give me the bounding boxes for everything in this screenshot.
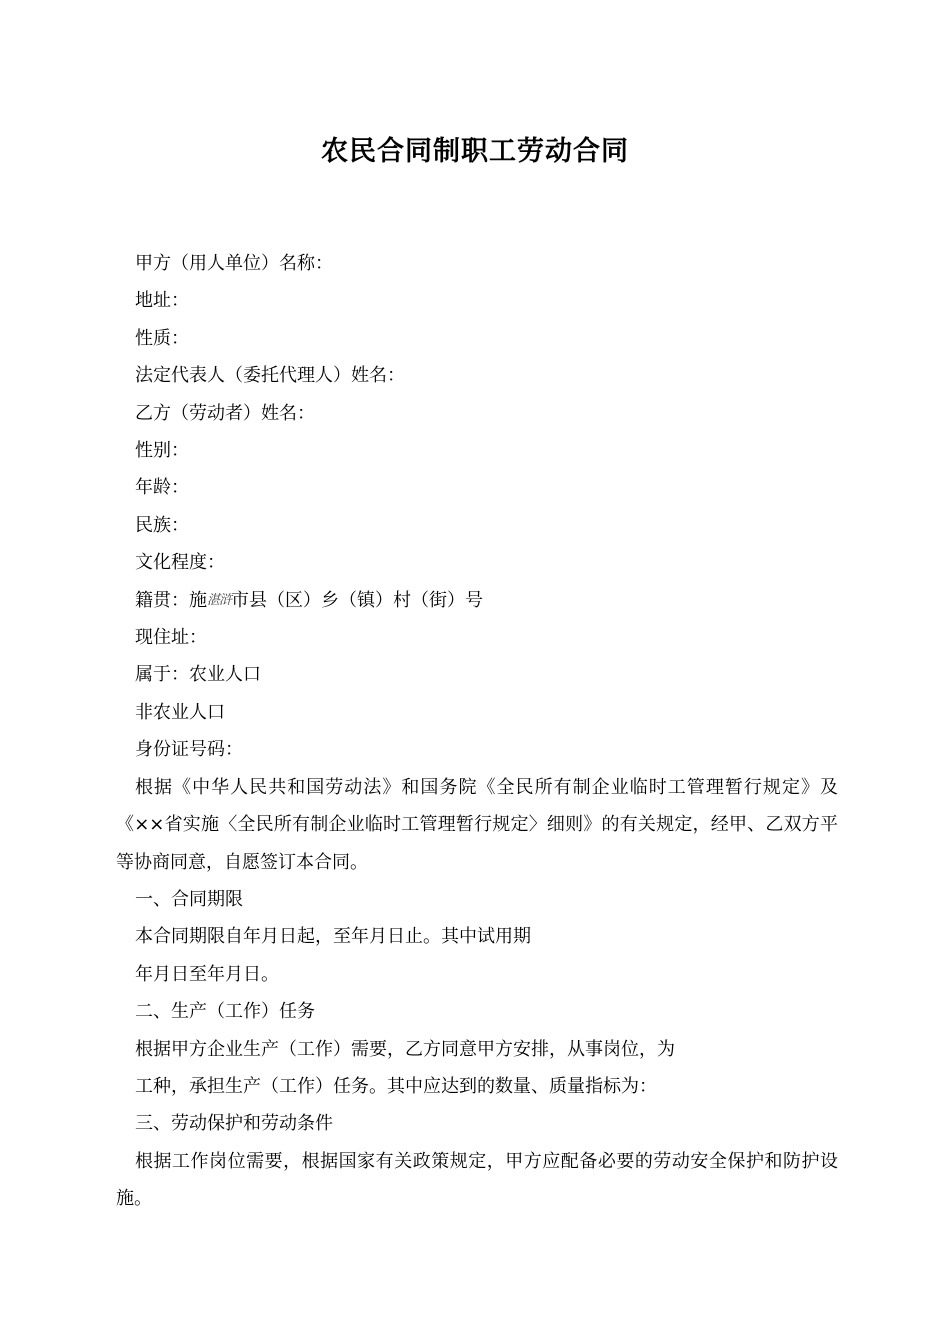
section-term-line-1: 本合同期限自年月日起，至年月日止。其中试用期 bbox=[135, 926, 531, 948]
section-heading-tasks: 二、生产（工作）任务 bbox=[135, 1001, 315, 1023]
document-body bbox=[116, 245, 838, 1218]
field-education: 文化程度： bbox=[135, 552, 225, 574]
field-current-address: 现住址： bbox=[135, 627, 207, 649]
section-heading-term: 一、合同期限 bbox=[135, 888, 243, 910]
field-party-a-name: 甲方（用人单位）名称： bbox=[135, 253, 333, 274]
field-non-agricultural: 非农业人口 bbox=[135, 701, 225, 723]
preamble-paragraph: 根据《中华人民共和国劳动法》和国务院《全民所有制企业临时工管理暂行规定》及《××省实施〈全民所有制企业临时工管理暂行规定〉细则》的有关规定，经甲、乙双方平等协商同意，自愿签订本合同。 bbox=[116, 776, 838, 873]
section-heading-protection: 三、劳动保护和劳动条件 bbox=[135, 1113, 333, 1135]
field-native-place bbox=[116, 582, 838, 619]
document-title: 农民合同制职工劳动合同 bbox=[321, 136, 629, 167]
section-tasks-line-1: 根据甲方企业生产（工作）需要，乙方同意甲方安排，从事岗位，为 bbox=[135, 1038, 675, 1060]
field-nature: 性质： bbox=[135, 327, 189, 349]
field-legal-representative: 法定代表人（委托代理人）姓名： bbox=[135, 365, 405, 387]
field-belongs-to: 属于：农业人口 bbox=[135, 664, 261, 686]
field-ethnicity: 民族： bbox=[135, 514, 189, 536]
field-age: 年龄： bbox=[135, 477, 189, 499]
native-place-prefix: 籍贯：施 bbox=[135, 589, 207, 611]
field-address: 地址： bbox=[135, 290, 189, 312]
section-tasks-line-2: 工种，承担生产（工作）任务。其中应达到的数量、质量指标为： bbox=[135, 1075, 657, 1097]
field-id-number: 身份证号码： bbox=[135, 739, 243, 761]
field-party-b-name: 乙方（劳动者）姓名： bbox=[135, 402, 315, 424]
section-term-line-2: 年月日至年月日。 bbox=[135, 963, 279, 985]
native-place-handwritten-mark: 湛浒 bbox=[207, 592, 232, 608]
field-gender: 性别： bbox=[135, 440, 189, 462]
section-protection-paragraph: 根据工作岗位需要，根据国家有关政策规定，甲方应配备必要的劳动安全保护和防护设施。 bbox=[116, 1150, 838, 1210]
native-place-suffix: 市县（区）乡（镇）村（街）号 bbox=[231, 589, 484, 611]
